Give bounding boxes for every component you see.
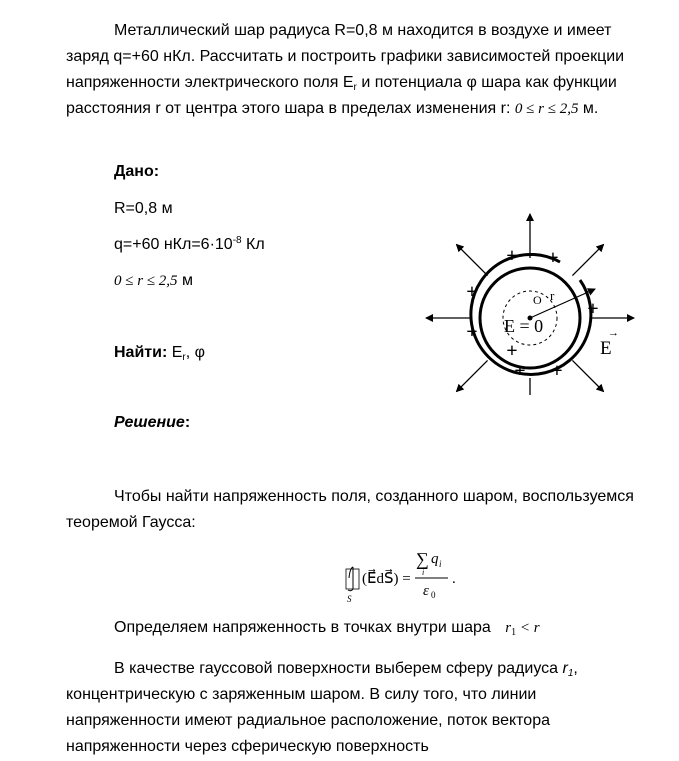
- epsilon: ε: [423, 583, 429, 599]
- plus-sign: +: [587, 298, 599, 320]
- gauss-formula: [338, 540, 478, 604]
- solution-intro: [66, 484, 666, 536]
- charge-q: q: [431, 551, 439, 567]
- surface-integral-sign: [348, 567, 353, 591]
- plus-sign: +: [547, 247, 559, 269]
- plus-sign: +: [514, 360, 526, 382]
- field-line-arrow: [572, 360, 603, 391]
- plus-sign: +: [506, 340, 518, 362]
- solution-heading: Решение:: [114, 414, 191, 431]
- gauss-paragraph: [66, 656, 666, 760]
- field-line-arrow: [456, 360, 487, 391]
- epsilon-sub: 0: [431, 590, 436, 600]
- charged-sphere-diagram: [420, 205, 650, 395]
- given-range: 0 ≤ r ≤ 2,5 м: [114, 272, 194, 289]
- label-E: E: [600, 338, 612, 359]
- range-math: 0 ≤ r ≤ 2,5: [514, 101, 579, 117]
- gauss-line-3: напряженности имеют радиальное расположение, поток вектора: [66, 712, 550, 729]
- sum-sign: ∑: [416, 549, 429, 569]
- gauss-line-2: концентрическую с заряженным шаром. В силу того, что линии: [66, 686, 537, 703]
- find-line: Найти: $E_r$, φ: [114, 344, 206, 363]
- problem-line-1: Металлический шар радиуса R=0,8 м находится в воздухе и имеет: [114, 22, 612, 39]
- intro-line-2: теоремой Гаусса:: [66, 514, 196, 531]
- problem-statement: [66, 18, 666, 122]
- integral-surface-label: S: [347, 594, 352, 604]
- sum-index: i: [422, 568, 425, 577]
- charge-index: i: [439, 559, 442, 569]
- outer-sphere: [471, 254, 591, 374]
- formula-end: .: [452, 571, 456, 587]
- gauss-line-1: В качестве гауссовой поверхности выберем сферу радиуса $r_1$,: [114, 660, 578, 679]
- formula-lhs: (E⃗dS⃗) =: [362, 571, 411, 587]
- problem-line-4: расстояния r от центра этого шара в пределах изменения r: 0 ≤ r ≤ 2,5 м.: [66, 100, 599, 117]
- plus-sign: +: [466, 321, 478, 343]
- gauss-line-4: напряженности через сферическую поверхность: [66, 738, 429, 755]
- label-E-inside: E = 0: [504, 316, 544, 336]
- find-heading: Найти:: [114, 344, 168, 361]
- label-O: O: [533, 293, 542, 307]
- problem-line-2: заряд q=+60 нКл. Рассчитать и построить графики зависимостей проекции: [66, 48, 625, 65]
- intro-line-1: Чтобы найти напряженность поля, созданного шаром, воспользуемся: [114, 488, 634, 505]
- problem-line-3: напряженности электрического поля $E_r$ и потенциала φ шара как функции: [66, 74, 617, 93]
- plus-sign: +: [551, 360, 563, 382]
- plus-sign: +: [506, 245, 518, 267]
- field-line-arrow: [456, 244, 487, 275]
- vector-E-arrow: →: [608, 327, 619, 339]
- given-heading: Дано:: [114, 163, 160, 180]
- plus-sign: +: [466, 281, 478, 303]
- label-r: r: [550, 288, 555, 303]
- inside-condition: $r_1 < r$: [505, 620, 540, 638]
- given-charge: q=+60 $нКл=6\cdot 10^{-8}$ Кл: [114, 235, 265, 253]
- field-line-arrow: [572, 244, 603, 275]
- given-radius: R=0,8 м: [114, 200, 173, 217]
- inside-statement: Определяем напряженность в точках внутри шара $r_1 < r$: [114, 619, 540, 638]
